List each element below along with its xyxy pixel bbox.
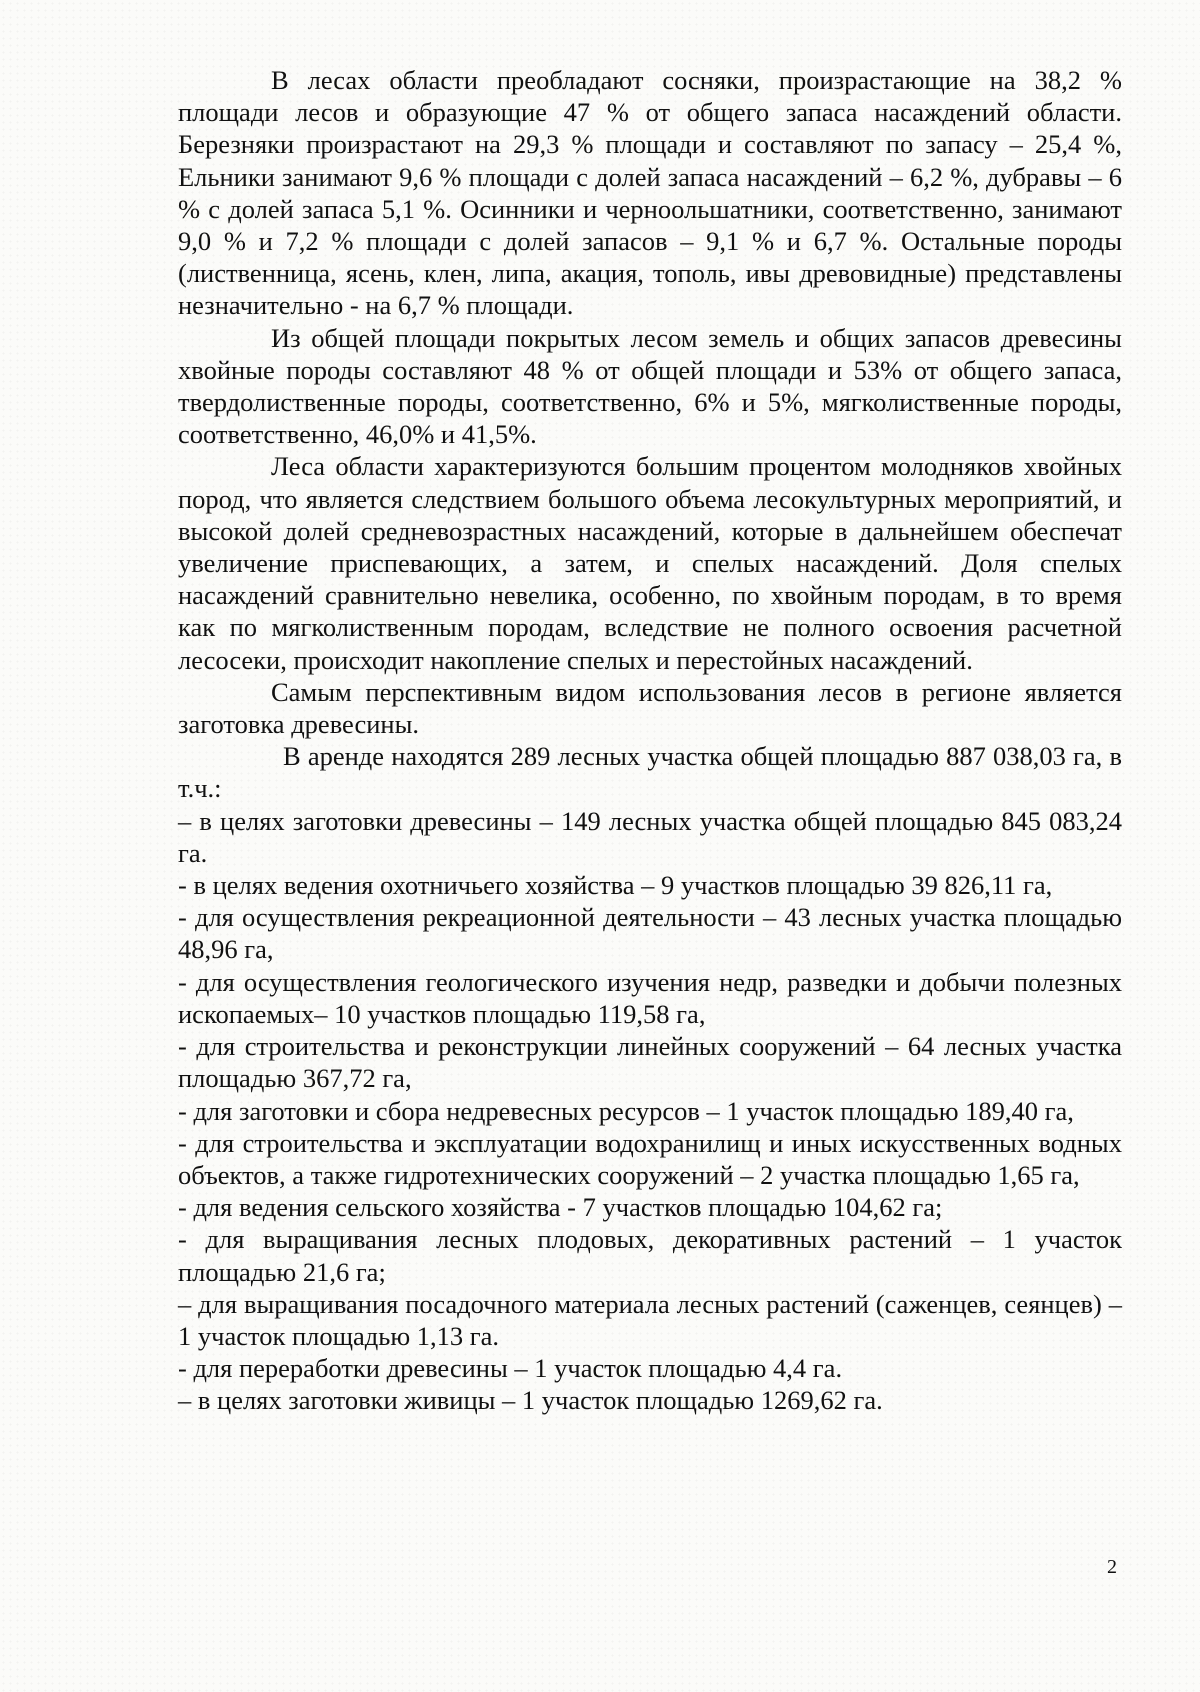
list-item-reservoirs: - для строительства и эксплуатации водохранилищ и иных искусственных водных объектов, а также гидротехнических сооружений – 2 участка площадью 1,65 га, [178,1127,1122,1190]
list-item-planting-material: – для выращивания посадочного материала лесных растений (саженцев, сеянцев) – 1 участок площадью 1,13 га. [178,1288,1122,1351]
list-item-fruit-plants: - для выращивания лесных плодовых, декоративных растений – 1 участок площадью 21,6 га; [178,1224,1122,1287]
paragraph-timber-harvesting: Самым перспективным видом использования лесов в регионе является заготовка древесины. [178,676,1122,740]
list-item-timber-harvest: – в целях заготовки древесины – 149 лесных участка общей площадью 845 083,24 га. [178,805,1122,868]
list-item-resin-harvest: – в целях заготовки живицы – 1 участок площадью 1269,62 га. [178,1385,883,1416]
paragraph-area-and-stock: Из общей площади покрытых лесом земель и общих запасов древесины хвойные породы составляют 48 % от общей площади и 53% от общего запаса, твердолиственные породы, соответственно, 6% и 5%, мягколиственные породы, соответственно, 46,0% и 41,5%. [178,322,1122,450]
list-item-recreation: - для осуществления рекреационной деятельности – 43 лесных участка площадью 48,96 га, [178,902,1122,965]
document-body [178,64,1122,1417]
list-item-hunting: - в целях ведения охотничьего хозяйства – 9 участков площадью 39 826,11 га, [178,870,1053,901]
list-item-wood-processing: - для переработки древесины – 1 участок площадью 4,4 га. [178,1353,843,1384]
page-number: 2 [1107,1556,1117,1578]
paragraph-lease-summary: В аренде находятся 289 лесных участка общей площадью 887 038,03 га, в т.ч.: [178,741,1122,804]
paragraph-species-composition: В лесах области преобладают сосняки, произрастающие на 38,2 % площади лесов и образующие 47 % от общего запаса насаждений области. Березняки произрастают на 29,3 % площади и составляют по запасу – 25,4 %, Ельники занимают 9,6 % площади с долей запаса насаждений – 6,2 %, дубравы – 6 % с долей запаса 5,1 %. Осинники и черноольшатники, соответственно, занимают 9,0 % и 7,2 % площади с долей запасов – 9,1 % и 6,7 %. Остальные породы (лиственница, ясень, клен, липа, акация, тополь, ивы древовидные) представлены незначительно - на 6,7 % площади. [178,65,1122,321]
paragraph-age-structure: Леса области характеризуются большим процентом молодняков хвойных пород, что является следствием большого объема лесокультурных мероприятий, и высокой долей средневозрастных насаждений, которые в дальнейшем обеспечат увеличение приспевающих, а затем, и спелых насаждений. Доля спелых насаждений сравнительно невелика, особенно, по хвойным породам, в то время как по мягколиственным породам, вследствие не полного освоения расчетной лесосеки, происходит накопление спелых и перестойных насаждений. [178,451,1122,675]
list-item-linear-structures: - для строительства и реконструкции линейных сооружений – 64 лесных участка площадью 367,72 га, [178,1031,1122,1094]
list-item-agriculture: - для ведения сельского хозяйства - 7 участков площадью 104,62 га; [178,1192,943,1223]
list-item-geology: - для осуществления геологического изучения недр, разведки и добычи полезных ископаемых– 10 участков площадью 119,58 га, [178,966,1122,1029]
list-item-non-timber-resources: - для заготовки и сбора недревесных ресурсов – 1 участок площадью 189,40 га, [178,1095,1074,1126]
